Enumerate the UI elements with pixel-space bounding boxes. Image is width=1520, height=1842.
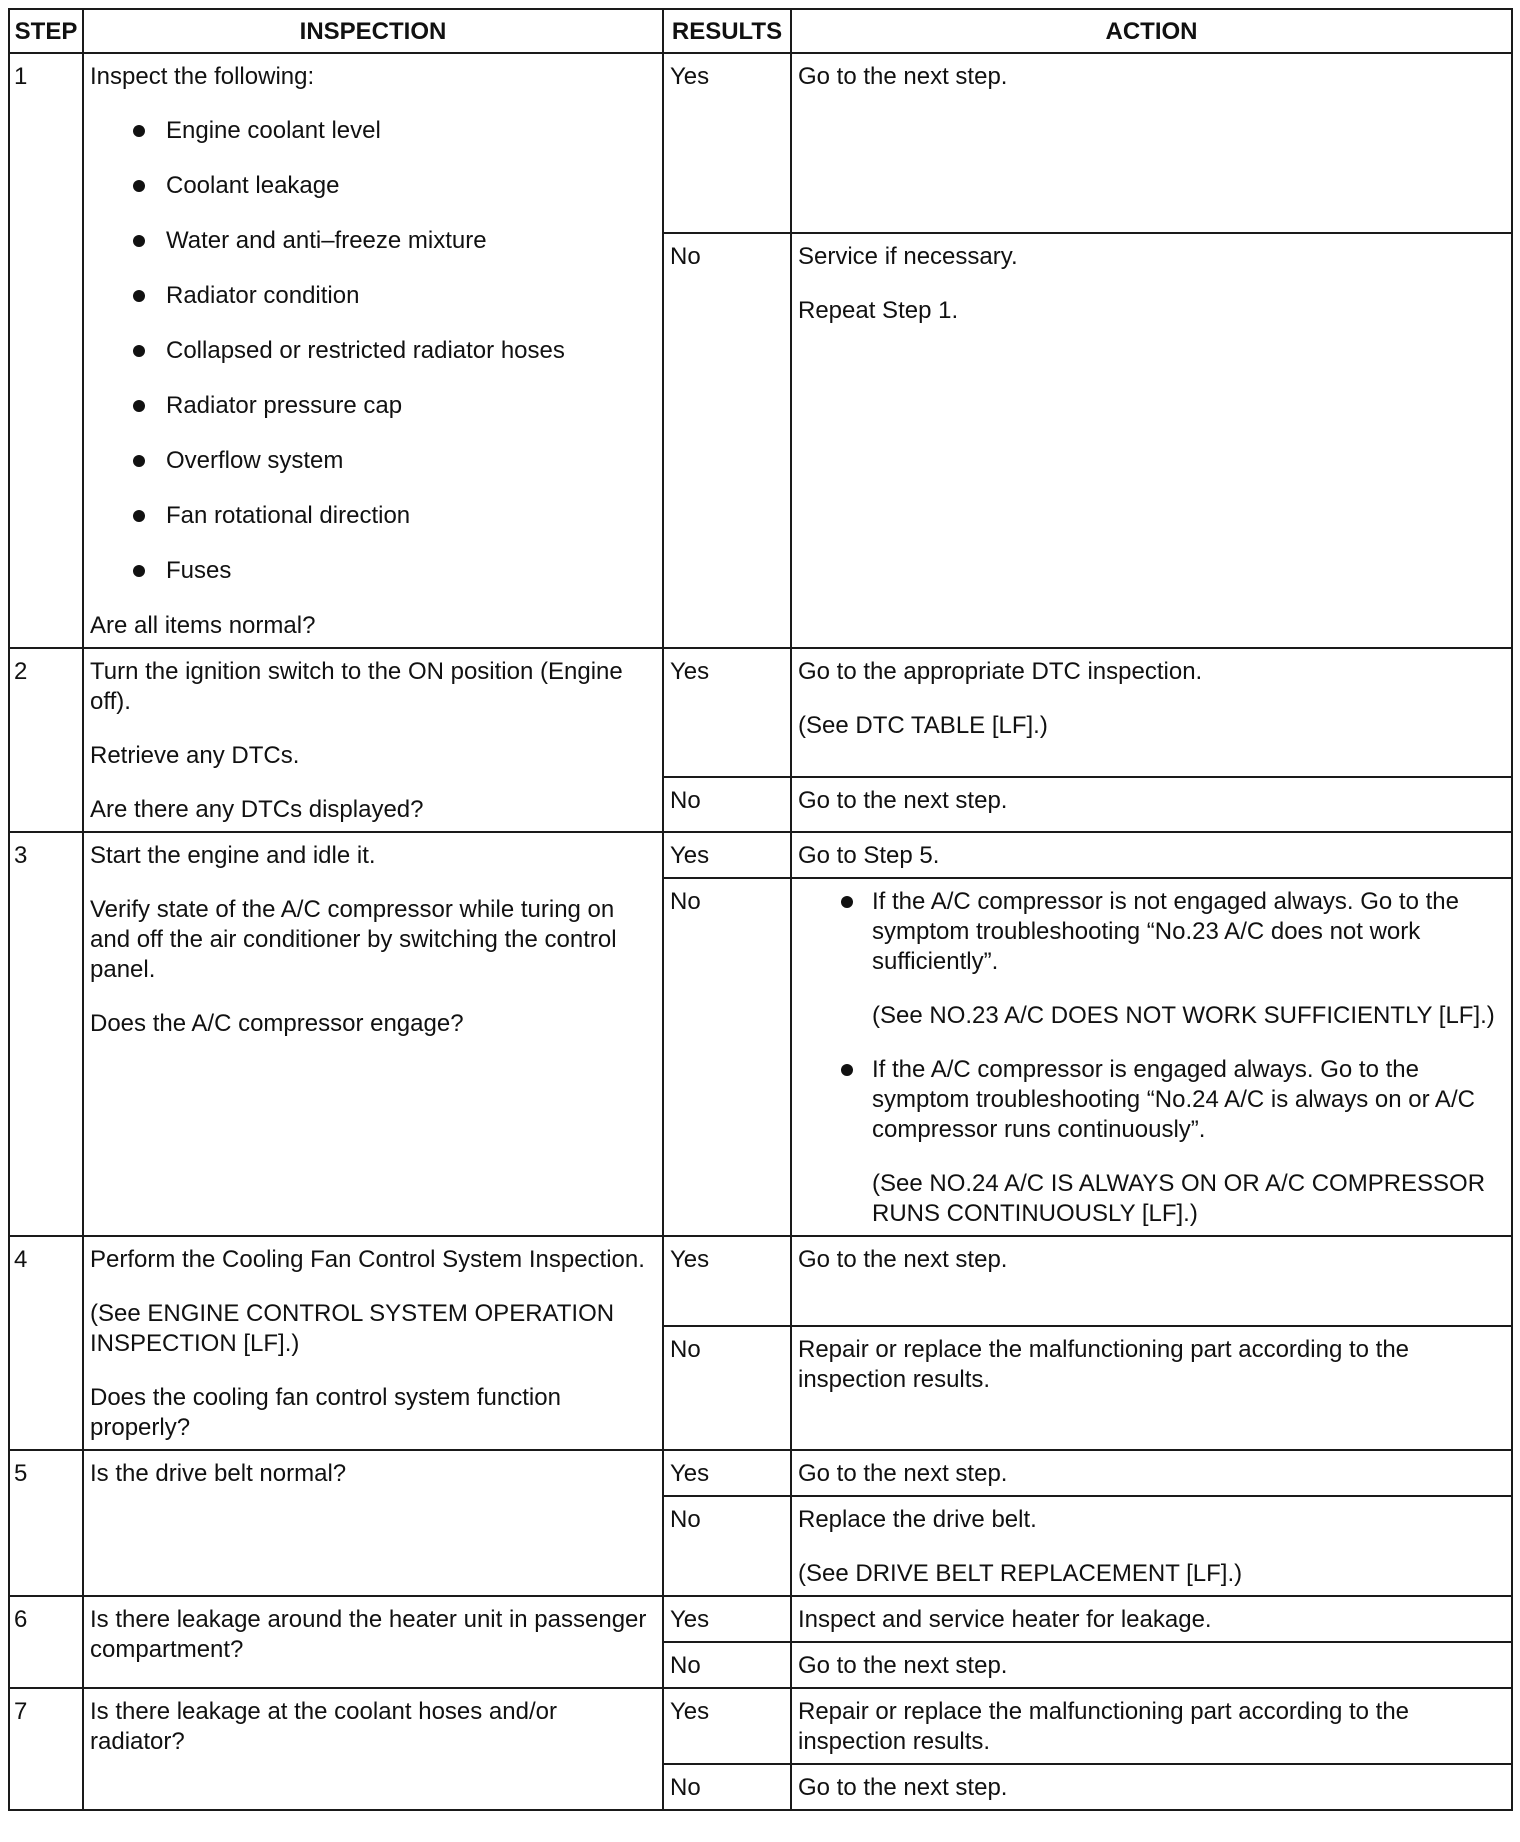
checklist-item: Radiator condition — [90, 281, 656, 311]
step-7-action-yes — [791, 1688, 1512, 1764]
step-6-number: 6 — [9, 1596, 83, 1688]
step-3-question: Does the A/C compressor engage? — [90, 1010, 464, 1037]
step-6-question: Is there leakage around the heater unit in passenger compartment? — [90, 1606, 647, 1663]
step-6-action-no — [791, 1642, 1512, 1688]
step-7-inspection — [83, 1688, 663, 1810]
step-4-result-no: No — [663, 1326, 791, 1450]
step-5-inspection — [83, 1450, 663, 1596]
action-text: Go to the next step. — [798, 787, 1008, 814]
header-results: RESULTS — [663, 9, 791, 53]
step-7-number: 7 — [9, 1688, 83, 1810]
step-3-action-no — [791, 878, 1512, 1236]
checklist-item: Overflow system — [90, 446, 656, 476]
action-text: Service if necessary. — [798, 243, 1018, 270]
step-4-result-yes: Yes — [663, 1236, 791, 1326]
action-text: Go to Step 5. — [798, 842, 940, 869]
checklist-item: Coolant leakage — [90, 171, 656, 201]
action-text: Repair or replace the malfunctioning part according to the inspection results. — [798, 1336, 1410, 1393]
step-6-result-yes: Yes — [663, 1596, 791, 1642]
step-4-action-yes — [791, 1236, 1512, 1326]
step-5-question: Is the drive belt normal? — [90, 1460, 347, 1487]
step-4-row-yes — [9, 1236, 1512, 1326]
action-text: Repair or replace the malfunctioning part according to the inspection results. — [798, 1698, 1410, 1755]
step-2-result-yes: Yes — [663, 648, 791, 777]
action-text: Go to the next step. — [798, 63, 1008, 90]
step-1-intro: Inspect the following: — [90, 63, 315, 90]
action-bullet — [798, 887, 1505, 1031]
inspection-text: Start the engine and idle it. — [90, 842, 376, 869]
action-text: Go to the next step. — [798, 1460, 1008, 1487]
inspection-text: Retrieve any DTCs. — [90, 742, 300, 769]
checklist-item: Water and anti–freeze mixture — [90, 226, 656, 256]
step-4-action-no — [791, 1326, 1512, 1450]
step-3-action-list — [798, 887, 1505, 1229]
header-inspection: INSPECTION — [83, 9, 663, 53]
action-text: Repeat Step 1. — [798, 297, 959, 324]
step-2-row-yes — [9, 648, 1512, 777]
step-7-question: Is there leakage at the coolant hoses and/or radiator? — [90, 1698, 557, 1755]
step-3-action-yes — [791, 832, 1512, 878]
diagnostic-table — [8, 8, 1513, 1811]
step-2-action-no — [791, 777, 1512, 832]
step-1-action-no — [791, 233, 1512, 648]
step-3-row-yes — [9, 832, 1512, 878]
inspection-text: Verify state of the A/C compressor while turing on and off the air conditioner by switching the control panel. — [90, 896, 617, 983]
inspection-text: Turn the ignition switch to the ON position (Engine off). — [90, 658, 623, 715]
step-4-number: 4 — [9, 1236, 83, 1450]
step-1-action-yes — [791, 53, 1512, 233]
step-2-inspection — [83, 648, 663, 832]
step-5-result-yes: Yes — [663, 1450, 791, 1496]
step-2-result-no: No — [663, 777, 791, 832]
action-text: If the A/C compressor is engaged always. Go to the symptom troubleshooting “No.24 A/C is always on or A/C compressor runs continuously”. — [872, 1056, 1475, 1143]
action-bullet — [798, 1055, 1505, 1229]
step-5-action-yes — [791, 1450, 1512, 1496]
step-7-action-no — [791, 1764, 1512, 1810]
step-7-row-yes — [9, 1688, 1512, 1764]
checklist-item: Fuses — [90, 556, 656, 586]
step-7-result-yes: Yes — [663, 1688, 791, 1764]
checklist-item: Fan rotational direction — [90, 501, 656, 531]
step-6-result-no: No — [663, 1642, 791, 1688]
action-text: Replace the drive belt. — [798, 1506, 1037, 1533]
action-text: Go to the next step. — [798, 1246, 1008, 1273]
step-1-result-no: No — [663, 233, 791, 648]
step-1-inspection — [83, 53, 663, 648]
step-5-action-no — [791, 1496, 1512, 1596]
step-6-row-yes — [9, 1596, 1512, 1642]
step-5-result-no: No — [663, 1496, 791, 1596]
checklist-item: Radiator pressure cap — [90, 391, 656, 421]
step-2-number: 2 — [9, 648, 83, 832]
header-step: STEP — [9, 9, 83, 53]
action-text: Go to the appropriate DTC inspection. — [798, 658, 1203, 685]
step-4-inspection — [83, 1236, 663, 1450]
step-2-question: Are there any DTCs displayed? — [90, 796, 424, 823]
step-4-question: Does the cooling fan control system function properly? — [90, 1384, 561, 1441]
step-1-row-yes — [9, 53, 1512, 233]
step-5-row-yes — [9, 1450, 1512, 1496]
reference-link[interactable]: (See NO.24 A/C IS ALWAYS ON OR A/C COMPRESSOR RUNS CONTINUOUSLY [LF].) — [872, 1170, 1486, 1227]
step-1-number: 1 — [9, 53, 83, 648]
step-6-action-yes — [791, 1596, 1512, 1642]
step-1-result-yes: Yes — [663, 53, 791, 233]
checklist-item: Engine coolant level — [90, 116, 656, 146]
reference-link[interactable]: (See ENGINE CONTROL SYSTEM OPERATION INSPECTION [LF].) — [90, 1300, 615, 1357]
step-5-number: 5 — [9, 1450, 83, 1596]
step-2-action-yes — [791, 648, 1512, 777]
step-1-question: Are all items normal? — [90, 612, 316, 639]
step-3-inspection — [83, 832, 663, 1236]
step-3-result-yes: Yes — [663, 832, 791, 878]
step-6-inspection — [83, 1596, 663, 1688]
step-1-checklist — [90, 116, 656, 586]
reference-link[interactable]: (See NO.23 A/C DOES NOT WORK SUFFICIENTLY [LF].) — [872, 1002, 1495, 1029]
step-7-result-no: No — [663, 1764, 791, 1810]
header-action: ACTION — [791, 9, 1512, 53]
checklist-item: Collapsed or restricted radiator hoses — [90, 336, 656, 366]
action-text: Go to the next step. — [798, 1652, 1008, 1679]
action-text: If the A/C compressor is not engaged always. Go to the symptom troubleshooting “No.23 A/C does not work sufficiently”. — [872, 888, 1459, 975]
step-3-number: 3 — [9, 832, 83, 1236]
action-text: Go to the next step. — [798, 1774, 1008, 1801]
reference-link[interactable]: (See DRIVE BELT REPLACEMENT [LF].) — [798, 1560, 1243, 1587]
step-3-result-no: No — [663, 878, 791, 1236]
action-text: Inspect and service heater for leakage. — [798, 1606, 1212, 1633]
header-row — [9, 9, 1512, 53]
inspection-text: Perform the Cooling Fan Control System Inspection. — [90, 1246, 645, 1273]
action-text: (See DTC TABLE [LF].) — [798, 712, 1048, 739]
